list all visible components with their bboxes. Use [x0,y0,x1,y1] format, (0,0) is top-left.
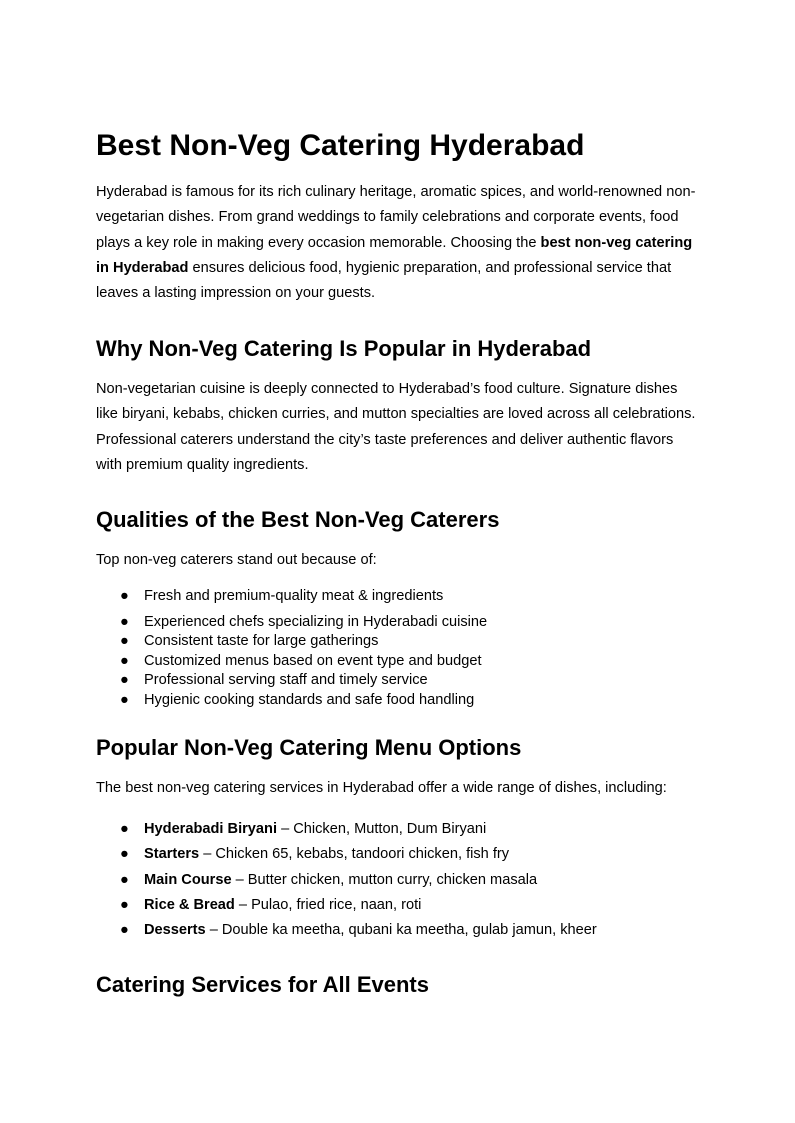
intro-text-start: Hyderabad is famous for its rich culinary heritage, aromatic spices, and world-renowned non-vegetarian dishes. From grand weddings to family celebrations and corporate events, food plays a key role in making every occasion memorable. Choosing the [96,184,696,251]
menu-heading: Popular Non-Veg Catering Menu Options [96,735,522,760]
menu-item-label: Main Course [144,871,232,888]
bullet-icon: ● [120,691,129,708]
list-item-text: Customized menus based on event type and budget [144,652,482,669]
bullet-icon: ● [120,922,129,939]
bullet-icon: ● [120,896,129,913]
list-item-text: Fresh and premium-quality meat & ingredients [144,588,444,604]
intro-paragraph [96,180,696,306]
list-item-text: Professional serving staff and timely service [144,672,428,688]
qualities-list [96,587,696,710]
list-item [96,691,696,711]
list-item [96,587,696,607]
why-paragraph: Non-vegetarian cuisine is deeply connected to Hyderabad’s food culture. Signature dishes like biryani, kebabs, chicken curries, and mutton specialties are loved across all celebrations. Professional caterers understand the city’s taste preferences and deliver authentic flavors with premium quality ingredients. [96,381,696,473]
list-item [96,918,696,943]
list-item-text: Hygienic cooking standards and safe food handling [144,691,475,708]
bullet-icon: ● [120,672,129,688]
bullet-icon: ● [120,846,129,863]
list-item-text: Consistent taste for large gatherings [144,633,379,649]
bullet-icon: ● [120,652,129,669]
menu-item-desc: – Double ka meetha, qubani ka meetha, gulab jamun, kheer [205,922,597,939]
menu-item-desc: – Chicken 65, kebabs, tandoori chicken, fish fry [199,846,510,863]
bullet-icon: ● [120,871,129,888]
list-item [96,613,696,633]
bullet-icon: ● [120,588,129,604]
intro-text-end: ensures delicious food, hygienic preparation, and professional service that leaves a lasting impression on your guests. [96,259,672,302]
list-item [96,632,696,652]
intro-bold-keyword: best non-veg catering in Hyderabad [96,234,693,276]
why-heading: Why Non-Veg Catering Is Popular in Hyderabad [96,336,592,361]
events-heading: Catering Services for All Events [96,972,429,997]
menu-list [96,817,696,943]
list-item [96,671,696,691]
list-item [96,842,696,867]
list-item-text: Experienced chefs specializing in Hyderabadi cuisine [144,613,488,630]
bullet-icon: ● [120,821,129,837]
page-title: Best Non-Veg Catering Hyderabad [96,129,585,162]
qualities-intro: Top non-veg caterers stand out because of: [96,552,377,568]
menu-intro: The best non-veg catering services in Hyderabad offer a wide range of dishes, including: [96,780,667,796]
menu-item-desc: – Pulao, fried rice, naan, roti [234,896,422,913]
list-item [96,868,696,893]
menu-item-label: Starters [144,846,200,863]
menu-item-desc: – Butter chicken, mutton curry, chicken masala [231,871,538,888]
menu-item-label: Desserts [144,922,206,939]
qualities-heading: Qualities of the Best Non-Veg Caterers [96,507,500,532]
list-item [96,893,696,918]
list-item [96,652,696,672]
menu-item-label: Hyderabadi Biryani [144,821,278,837]
bullet-icon: ● [120,633,129,649]
list-item [96,817,696,842]
bullet-icon: ● [120,613,129,630]
menu-item-desc: – Chicken, Mutton, Dum Biryani [277,821,487,837]
menu-item-label: Rice & Bread [144,896,235,913]
